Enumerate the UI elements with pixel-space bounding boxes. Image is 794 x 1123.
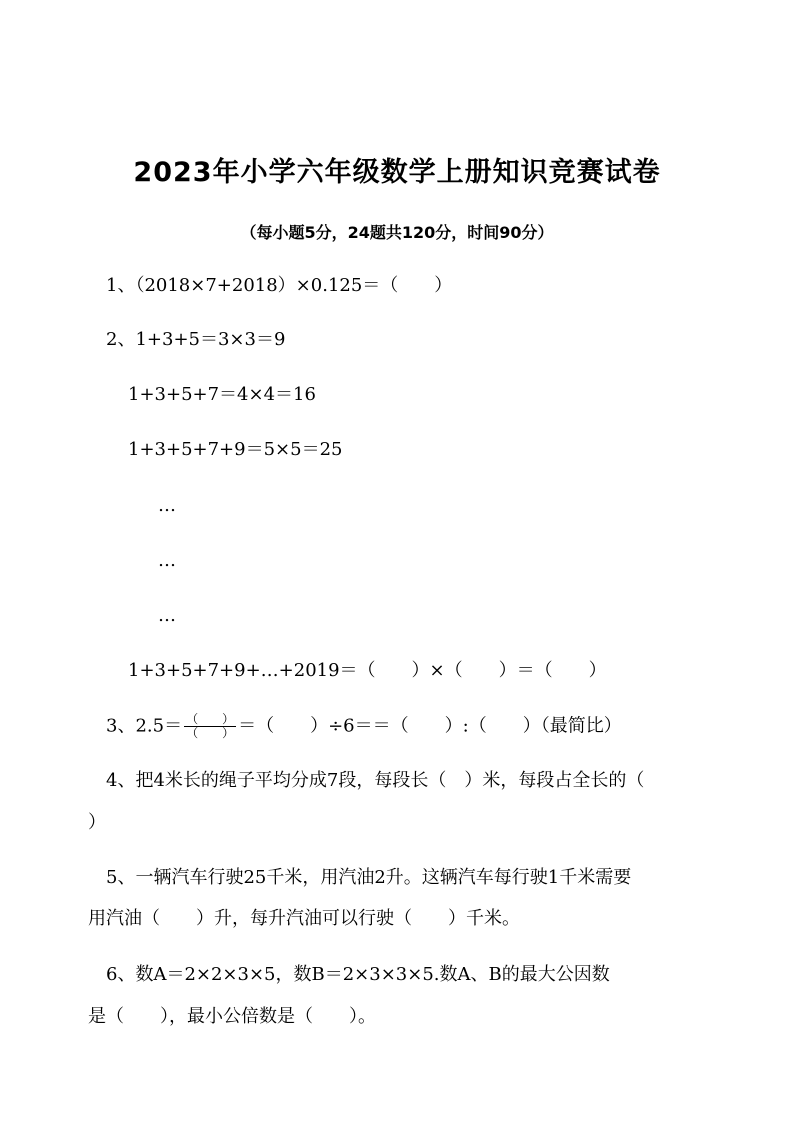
fraction-numerator: （ ） xyxy=(186,712,235,726)
question-5-line-2: 用汽油（ ）升，每升汽油可以行驶（ ）千米。 xyxy=(88,908,520,929)
fraction-denominator: （ ） xyxy=(186,726,235,740)
question-2-line-3: 1+3+5+7+9＝5×5＝25 xyxy=(128,439,343,460)
question-2-ellipsis-2: … xyxy=(158,550,176,571)
question-6-line-2: 是（ ），最小公倍数是（ ）。 xyxy=(88,1006,376,1027)
question-3-fraction xyxy=(184,713,236,740)
question-2-line-1: 2、1+3+5＝3×3＝9 xyxy=(106,329,286,350)
question-2-ellipsis-3: … xyxy=(158,605,176,626)
question-3-rest: ＝（ ）÷6＝＝（ ）:（ ）（最简比） xyxy=(238,715,622,737)
page-title: 2023年小学六年级数学上册知识竞赛试卷 xyxy=(133,157,661,188)
question-5-line-1: 5、一辆汽车行驶25千米，用汽油2升。这辆汽车每行驶1千米需要 xyxy=(106,867,632,888)
question-3-prefix: 3、2.5＝ xyxy=(106,715,183,737)
question-3 xyxy=(106,713,622,740)
question-1: 1、（2018×7+2018）×0.125＝（ ） xyxy=(106,275,453,296)
question-2-line-2: 1+3+5+7＝4×4＝16 xyxy=(128,384,316,405)
page-subtitle: （每小题5分，24题共120分，时间90分） xyxy=(240,223,554,242)
question-4-line-2: ） xyxy=(88,812,106,833)
question-6-line-1: 6、数A＝2×2×3×5，数B＝2×3×3×5.数A、B的最大公因数 xyxy=(106,964,610,985)
question-2-ellipsis-1: … xyxy=(158,495,176,516)
question-2-sum-line: 1+3+5+7+9+…+2019＝（ ）×（ ）＝（ ） xyxy=(128,660,607,681)
question-4-line-1: 4、把4米长的绳子平均分成7段，每段长（ ）米，每段占全长的（ xyxy=(106,770,645,791)
